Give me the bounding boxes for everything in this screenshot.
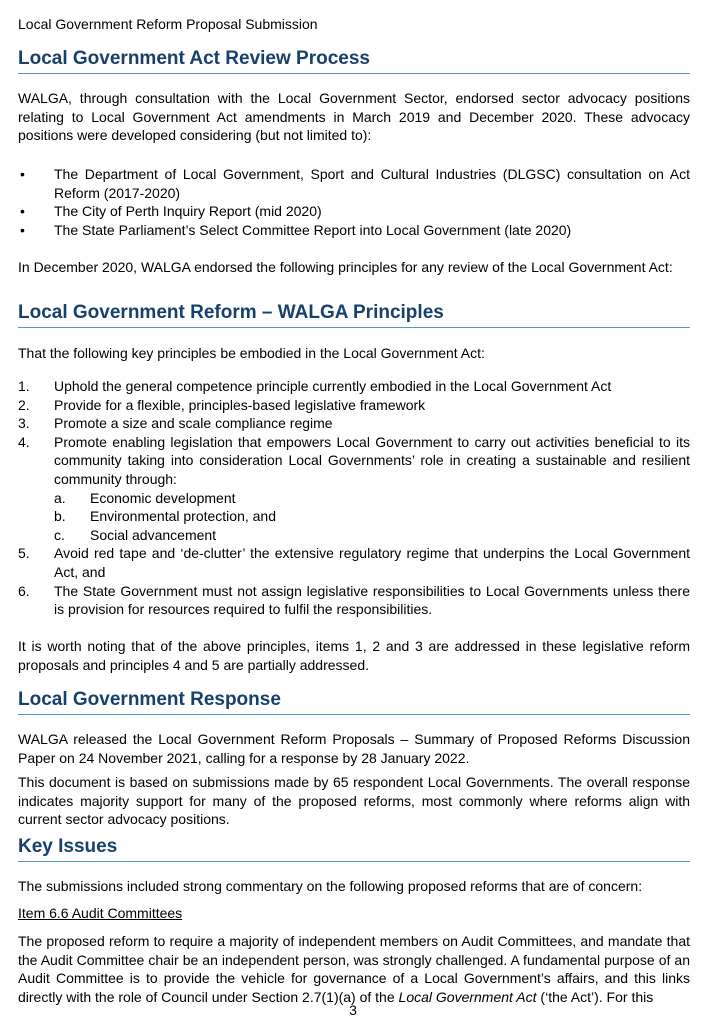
section-heading-principles: Local Government Reform – WALGA Principles: [18, 302, 690, 328]
bullet-icon: •: [20, 221, 25, 238]
review-bullet-list: [18, 165, 690, 239]
section-heading-review-process: Local Government Act Review Process: [18, 48, 690, 74]
key-issues-paragraph-1: The submissions included strong commentary on the following proposed reforms that are of concern:: [18, 878, 643, 894]
principles-intro-paragraph: That the following key principles be embodied in the Local Government Act:: [18, 345, 485, 361]
bullet-icon: •: [20, 166, 25, 182]
response-paragraph-2: This document is based on submissions made by 65 respondent Local Governments. The overall response indicates majority support for many of the proposed reforms, most commonly where reforms align with current sector advocacy positions.: [18, 774, 690, 828]
sub-list: [54, 489, 690, 545]
key-issues-paragraph-2: The proposed reform to require a majority of independent members on Audit Committees, and mandate that the Audit Committee chair be an independent person, was strongly challenged. A fundamental purpose of an Audit Committee is to provide the vehicle for governance of a Local Government’s affairs, and this links directly with the role of Council under Section 2.7(1)(a) of the Local Government Act (‘the Act’). For this: [18, 933, 690, 1005]
bullet-icon: •: [20, 203, 25, 220]
list-item: • The State Parliament’s Select Committee Report into Local Government (late 2020): [20, 221, 572, 238]
audit-committees-subheading: Item 6.6 Audit Committees: [18, 905, 183, 921]
list-item: • The Department of Local Government, Sport and Cultural Industries (DLGSC) consultation on Act Reform (2017-2020): [20, 166, 690, 201]
principles-note-paragraph: It is worth noting that of the above principles, items 1, 2 and 3 are addressed in these legislative reform proposals and principles 4 and 5 are partially addressed.: [18, 638, 690, 673]
response-paragraph-1: WALGA released the Local Government Reform Proposals – Summary of Proposed Reforms Discussion Paper on 24 November 2021, calling for a response by 28 January 2022.: [18, 731, 690, 766]
running-header: Local Government Reform Proposal Submission: [18, 16, 318, 32]
list-item: 1. Uphold the general competence principle currently embodied in the Local Government Act: [18, 378, 612, 394]
list-item: a. Economic development: [54, 489, 236, 506]
list-item: 4. Promote enabling legislation that empowers Local Government to carry out activities beneficial to its community taking into consideration Local Governments’ role in creating a sustainable and resilient community through: a. Economic development b. Environmental protection, and c. Social advancement: [18, 433, 690, 543]
list-item: 2. Provide for a flexible, principles-based legislative framework: [18, 396, 426, 413]
list-item: • The City of Perth Inquiry Report (mid 2020): [20, 203, 322, 220]
list-item: 5. Avoid red tape and ‘de-clutter’ the extensive regulatory regime that underpins the Local Government Act, and: [18, 545, 690, 580]
principles-list: [18, 377, 690, 619]
review-closing-paragraph: In December 2020, WALGA endorsed the following principles for any review of the Local Government Act:: [18, 259, 673, 275]
list-item: 3. Promote a size and scale compliance regime: [18, 415, 333, 432]
section-heading-key-issues: Key Issues: [18, 836, 690, 862]
review-intro-paragraph: WALGA, through consultation with the Local Government Sector, endorsed sector advocacy positions relating to Local Government Act amendments in March 2019 and December 2020. These advocacy positions were developed considering (but not limited to):: [18, 90, 690, 144]
section-heading-response: Local Government Response: [18, 689, 690, 715]
page-number: 3: [349, 1002, 357, 1018]
list-item: b. Environmental protection, and: [54, 508, 276, 525]
list-item: 6. The State Government must not assign legislative responsibilities to Local Governments unless there is provision for resources required to fulfil the responsibilities.: [18, 582, 690, 618]
list-item: c. Social advancement: [54, 526, 217, 543]
